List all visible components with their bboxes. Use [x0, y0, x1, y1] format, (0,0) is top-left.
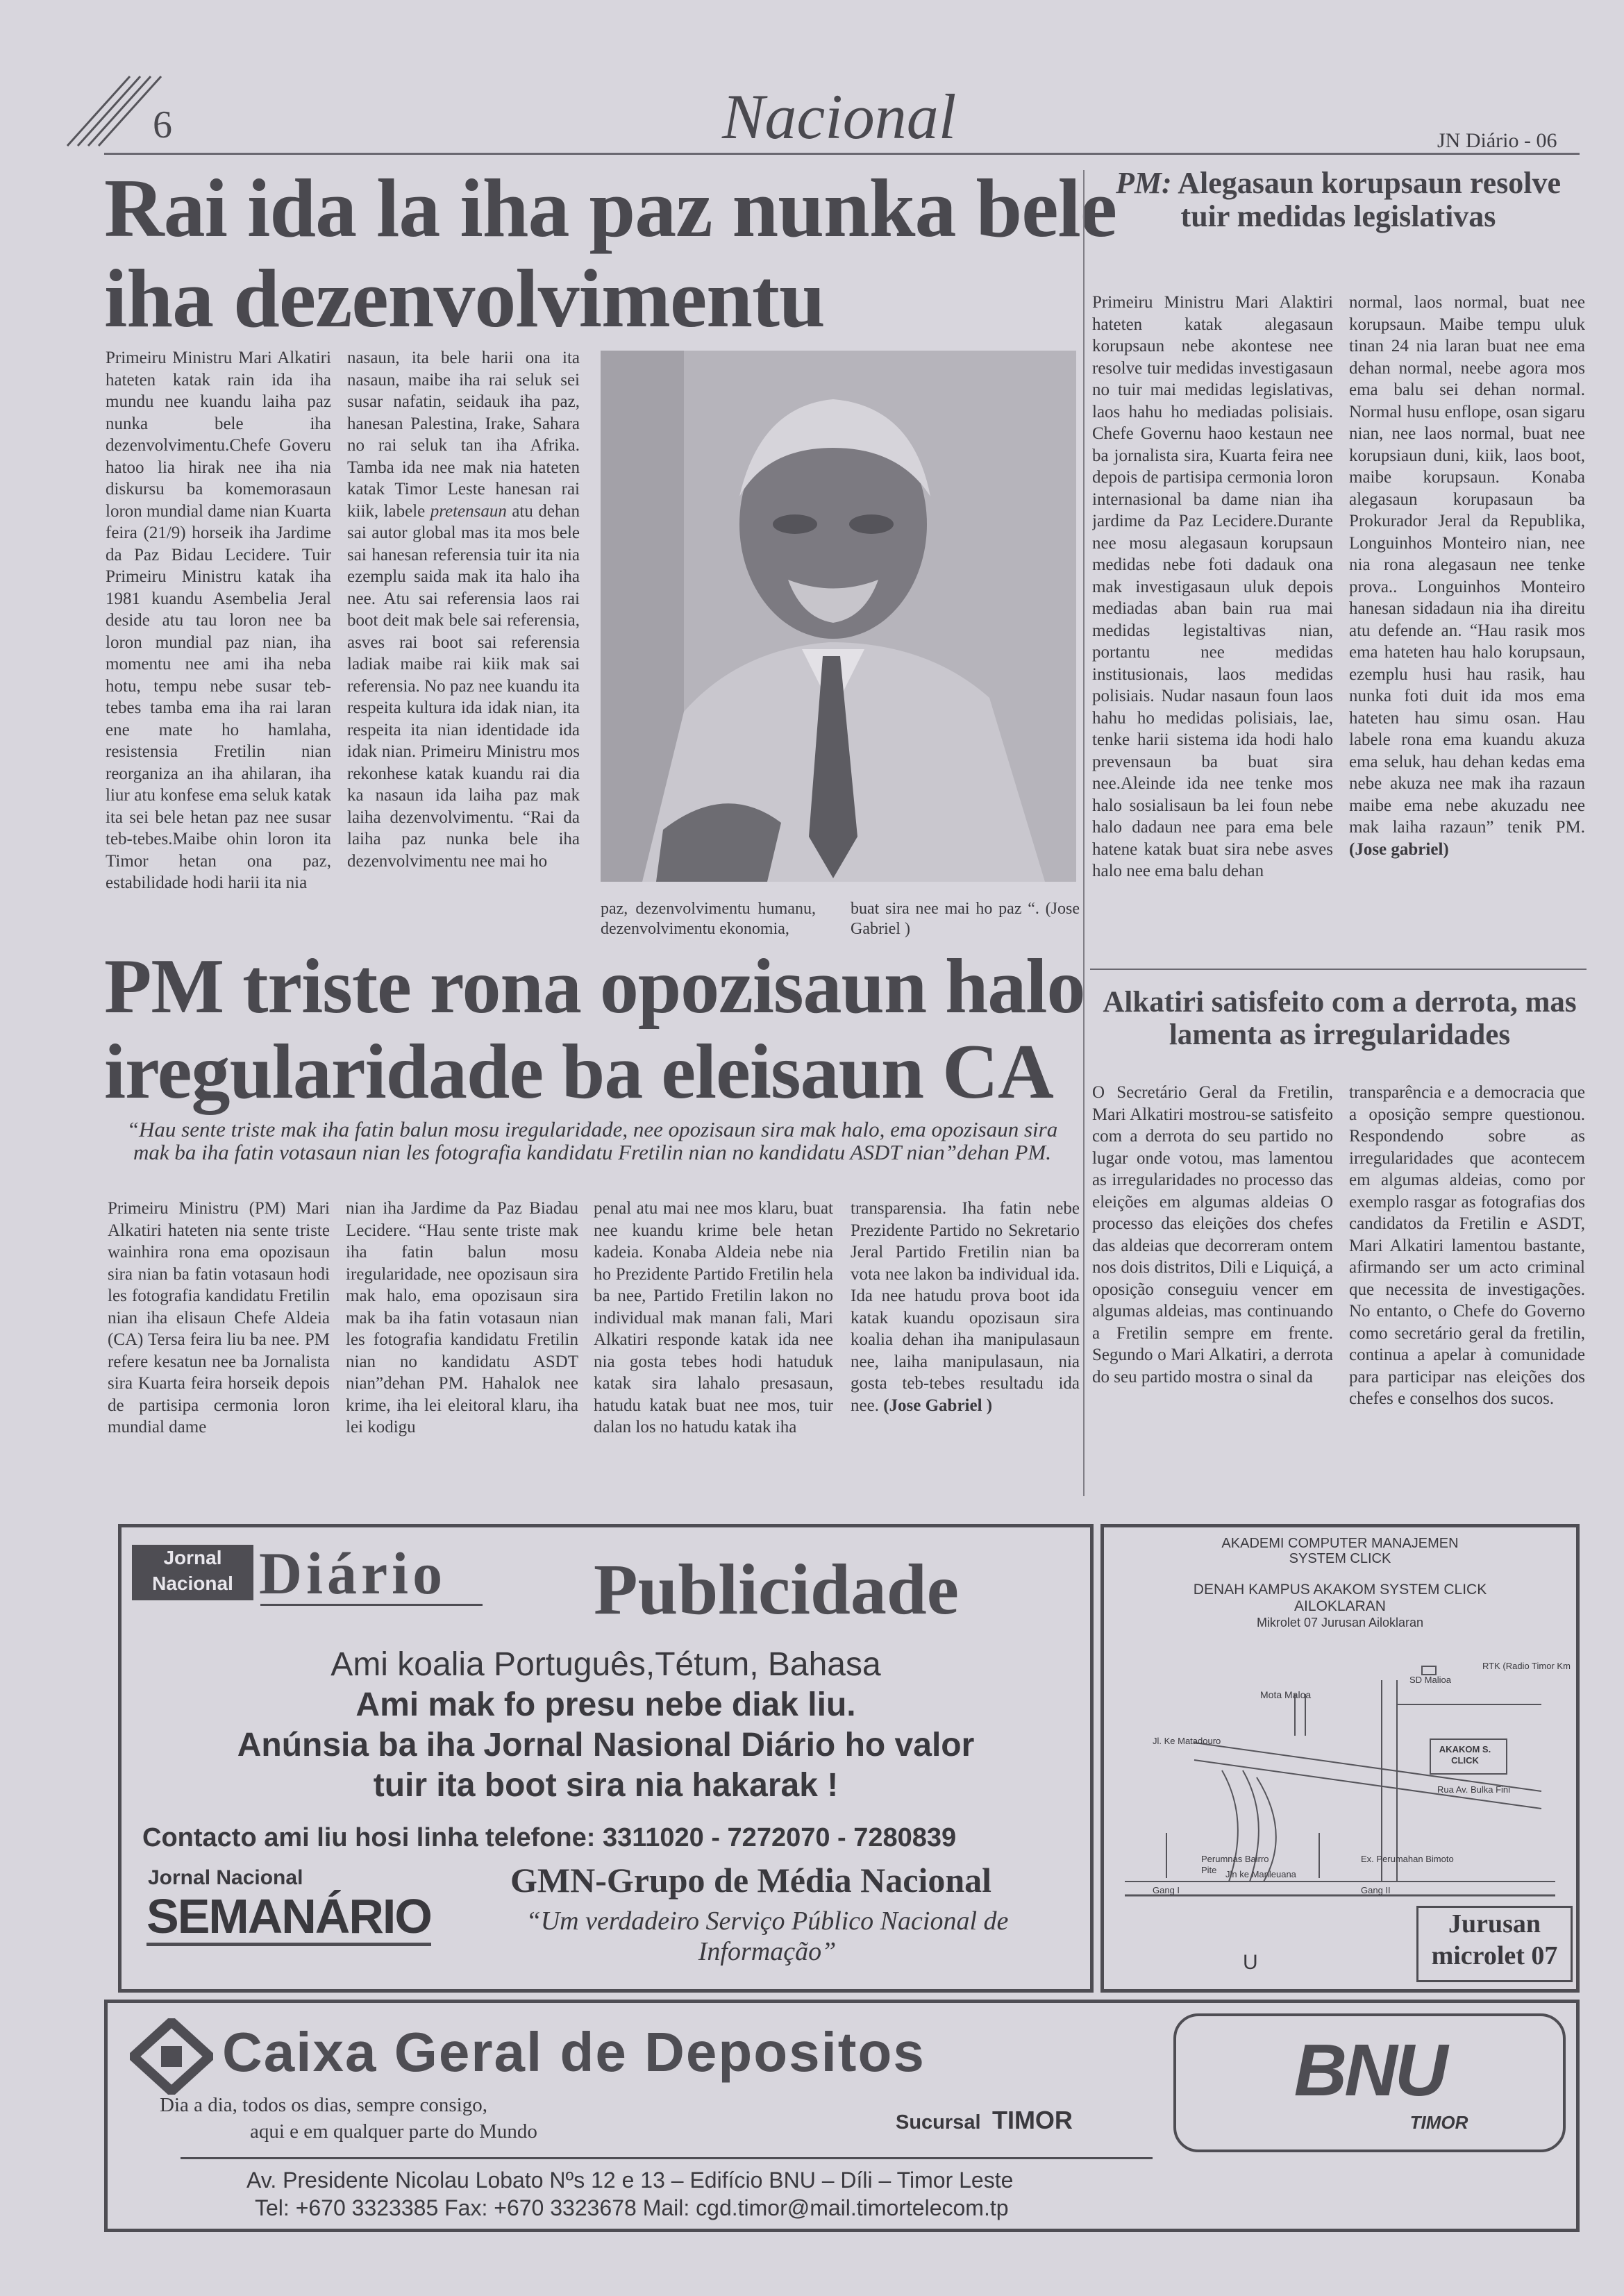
- map-north-label: U: [1243, 1951, 1258, 1974]
- article3-column-2: [1349, 292, 1585, 965]
- article1-photo: [601, 351, 1076, 882]
- article2-col4-body: transparensia. Iha fatin nebe Prezidente Partido no Sekretario Jeral Partido Fretilin nian ba vota nee lakon ba individual ida. Ida nee hatudu prova boot ida katak kuandu opozisaun sira koalia dehan iha manipulasaun nee, laiha manipulasaun, nia gosta teb-tebes resultadu ida nee.: [851, 1199, 1080, 1415]
- article3-column-1: [1092, 292, 1333, 965]
- issue-label: JN Diário - 06: [1437, 129, 1557, 152]
- article3-bottom-rule: [1090, 969, 1587, 970]
- article1-title-line1: Rai ida la iha paz nunka bele: [104, 162, 1117, 254]
- logo-underline: [260, 1604, 483, 1606]
- logo-bottom-text: Nacional: [152, 1573, 233, 1594]
- portrait-image: [601, 351, 1076, 882]
- sucursal-word: Sucursal: [896, 2111, 981, 2134]
- map-subtitle: Mikrolet 07 Jurusan Ailoklaran: [1256, 1616, 1424, 1629]
- map-label-jl-matadouro: Jl. Ke Matadouro: [1153, 1736, 1221, 1746]
- header-rule: [104, 153, 1580, 155]
- article2-col4-text: [851, 1198, 1080, 1416]
- bnu-logo-sub: TIMOR: [1409, 2112, 1468, 2133]
- article3-title-text: Alegasaun korupsaun resolve tuir medidas legislativas: [1171, 166, 1561, 234]
- article1-col1-text: Primeiru Ministru Mari Alkatiri hateten katak rain ida iha mundu nee kuandu laiha paz nunka bele iha dezenvolvimentu.Chefe Goveru hatoo lia hirak nee iha nia diskursu ba komemorasaun loron mundial dame nian Kuarta feira (21/9) horseik iha Jardime da Paz Bidau Lecidere. Tuir Primeiru Ministru katak iha 1981 kuandu Asembelia Jeral deside atu tau loron nee ba loron mundial paz nian, iha momentu nee ami iha neba hotu, tempu nebe susar teb-tebes tamba ema iha rai laran ene mate ho hamlaha, resistensia Fretilin nian reorganiza an iha ahilaran, iha liur atu konfese ema seluk katak ita sei bele hetan paz nee susar teb-tebes.Maibe ohin loron ita Timor hetan ona paz, estabilidade hodi harii ita nia: [106, 349, 331, 892]
- map-label-ex-perumahan: Ex. Perumahan Bimoto: [1361, 1854, 1454, 1864]
- column-divider-right: [1083, 170, 1085, 1496]
- jurusan-line-2: microlet 07: [1431, 1941, 1558, 1970]
- bank-name: Caixa Geral de Depositos: [222, 2021, 926, 2083]
- jurusan-box: [1416, 1906, 1573, 1982]
- campus-map: [1111, 1639, 1569, 1909]
- article2-title-line1: PM triste rona opozisaun halo: [104, 944, 1085, 1030]
- map-label-mota: Mota Maloa: [1260, 1689, 1312, 1700]
- article2-signature: (Jose Gabriel ): [883, 1396, 993, 1415]
- bank-contact: Tel: +670 3323385 Fax: +670 3323678 Mail: cgd.timor@mail.timortelecom.tp: [255, 2195, 1009, 2220]
- bank-address: Av. Presidente Nicolau Lobato Nºs 12 e 13 – Edifício BNU – Díli – Timor Leste: [246, 2168, 1014, 2193]
- article1-col2-part2: atu dehan sai autor global mas ita mos bele sai hanesan referensia tuir ita nia ezemplu saida mak ita halo iha nee. Atu sai referensia laos rai boot deit mak bele sai referensia, asves rai boot sai referensia ladiak maibe rai kiik mak sai referensia. No paz nee kuandu ita respeita kultura ida idak nian, ita respeita ita nian identidade ida idak nian. Primeiru Ministru mos rekonhese katak kuandu rai dia ka nasaun ida laiha paz mak laiha dezenvolvimentu. “Rai da laiha paz nunka bele iha dezenvolvimentu nee mai ho: [347, 501, 580, 871]
- article1-col2-emphasis: pretensaun: [430, 501, 507, 521]
- article2-column-4: [851, 1198, 1080, 1496]
- article1-col2-text: [347, 347, 580, 872]
- publicidade-heading: Publicidade: [594, 1550, 959, 1629]
- map-label-jln-manleuana: Jln ke Manleuana: [1225, 1869, 1296, 1879]
- article4-column-1: [1092, 1082, 1333, 1498]
- sucursal-timor: TIMOR: [991, 2106, 1073, 2134]
- map-label-perumnas: Perumnas Bairro Pite: [1201, 1854, 1269, 1875]
- map-label-rua: Rua Av. Bulka Fini: [1437, 1784, 1511, 1795]
- article2-title-line2: iregularidade ba eleisaun CA: [104, 1029, 1053, 1115]
- ad-bank: [104, 2000, 1580, 2232]
- sucursal-label: [896, 2106, 1073, 2135]
- ad-map: [1100, 1524, 1580, 1993]
- bank-tagline-2: aqui e em qualquer parte do Mundo: [250, 2120, 537, 2143]
- semanario-top: Jornal Nacional: [148, 1866, 303, 1889]
- article2-deck: “Hau sente triste mak iha fatin balun mosu iregularidade, nee opozisaun sira mak halo, ema opozisaun sira mak ba iha fatin votasaun nian les fotografia kandidatu Fretilin nian no kandidatu ASDT nian”dehan PM.: [126, 1117, 1058, 1164]
- article2-col2-text: nian iha Jardime da Paz Biadau Lecidere. “Hau sente triste mak iha fatin balun mosu iregularidade, nee opozisaun sira mak halo, ema opozisaun sira mak ba iha fatin votasaun nian les fotografia kandidatu Fretilin nian no kandidatu ASDT nian”dehan PM. Hahalok nee krime, iha lei eleitoral klaru, iha lei kodigu: [346, 1199, 578, 1436]
- article2-col3-text: penal atu mai nee mos klaru, buat nee kuandu krime bele hetan kadeia. Konaba Aldeia nebe nia ho Prezidente Partido Fretilin hela ba nee, Partido Fretilin lakon no individual mak manan fali, Mari Alkatiri responde katak ida nee nia gosta tebes hodi hatuduk katak sira lahalo presasaun, hatudu katak buat nee mos, tuir dalan los no hatudu katak iha: [594, 1199, 833, 1436]
- article3-title-prefix: PM:: [1116, 166, 1172, 200]
- map-label-sd: SD Malioa: [1409, 1675, 1451, 1685]
- page-number: 6: [153, 103, 172, 146]
- article4-col2-text: transparência e a democracia que a oposição sempre questionou. Respondendo sobre as irregularidades que acontecem em algumas aldeias, como por exemplo rasgar as fotografias dos candidatos da Fretilin e ASDT, Mari Alkatiri lamentou bastante, afirmando ser um acto criminal que necessita de investigações. No entanto, o Chefe do Governo como secretário geral da fretilin, continua a apelar à comunidade para participar nas eleições dos chefes e conselhos dos sucos.: [1349, 1083, 1585, 1408]
- map-label-akakom: AKAKOM S. CLICK: [1439, 1744, 1491, 1766]
- group-name: GMN-Grupo de Média Nacional: [510, 1861, 992, 1900]
- section-title: Nacional: [722, 81, 957, 152]
- ad-line-4: tuir ita boot sira nia hakarak !: [373, 1767, 839, 1804]
- article4-title: Alkatiri satisfeito com a derrota, mas lamenta as irregularidades: [1103, 986, 1577, 1052]
- article1-col2-part1: nasaun, ita bele harii ona ita nasaun, maibe iha rai seluk sei susar nafatin, seidauk iha paz, hanesan Palestina, Irake, Sahara no rai seluk tan iha Afrika. Tamba ida nee mak nia hateten katak Timor Leste hanesan rai kiik, labele: [347, 349, 580, 521]
- article1-column-2: [347, 347, 580, 941]
- article3-signature: (Jose gabriel): [1349, 839, 1449, 859]
- logo-top-text: Jornal: [163, 1547, 222, 1568]
- article2-column-1: [108, 1198, 330, 1496]
- bnu-logo-text: BNU: [1294, 2029, 1446, 2111]
- map-title-2: AILOKLARAN: [1294, 1598, 1386, 1614]
- ad-line-2: Ami mak fo presu nebe diak liu.: [355, 1686, 856, 1723]
- ad-publicidade: [118, 1524, 1094, 1993]
- article1-column-3: [601, 899, 816, 941]
- article1-column-4: [851, 899, 1080, 941]
- article3-col1-text: Primeiru Ministru Mari Alaktiri hateten katak alegasaun korupsaun nebe akontese nee resolve tuir medidas investigasaun no tuir mai medidas legislativas, laos hahu ho mediadas polisiais. Chefe Governu haoo kestaun nee ba jornalista sira, Kuarta feira nee depois de partisipa cermonia loron internasional ba dame nian iha jardime da Paz Lecidere.Durante nee mosu alegasaun korupsaun medidas nebe foti dadauk ona mak investigasaun uluk depois mediadas aban bain rua mai medidas legistaltivas nian, portantu nee medidas institusionais, laos medidas polisiais. Nudar nasaun foun laos hahu ho medidas polisiais, lae, tenke harii sistema ida hodi halo prevensaun ba buat sira nee.Aleinde ida nee tenke mos halo sosialisaun ba lei foun nebe halo dadaun nee para ema bele hatene katak buat sira nebe asves halo nee ema balu dehan: [1092, 293, 1333, 880]
- cgd-logo-icon: [130, 2018, 213, 2095]
- ad-line-1: Ami koalia Português,Tétum, Bahasa: [330, 1646, 881, 1683]
- map-title-1: DENAH KAMPUS AKAKOM SYSTEM CLICK: [1193, 1582, 1487, 1598]
- article4-column-2: [1349, 1082, 1585, 1498]
- article1-title-line2: iha dezenvolvimentu: [104, 252, 825, 344]
- map-label-gang2: Gang II: [1361, 1885, 1391, 1895]
- article4-col1-text: O Secretário Geral da Fretilin, Mari Alkatiri mostrou-se satisfeito com a derrota do seu partido no lugar onde votou, mas lamentou as irregularidades no processo das eleições em algumas aldeias O processo das eleições dos chefes das aldeias que decorreram ontem nos dois distritos, Dili e Liquiçá, a oposição conseguiu vencer em algumas aldeias, mas continuando a Fretilin sempre em frente. Segundo o Mari Alkatiri, a derrota do seu partido mostra o sinal da: [1092, 1083, 1333, 1386]
- bnu-logo-box: [1173, 2013, 1566, 2152]
- jurusan-line-1: Jurusan: [1448, 1909, 1541, 1938]
- article2-column-3: [594, 1198, 833, 1496]
- bank-divider: [181, 2157, 1153, 2159]
- map-header-2: SYSTEM CLICK: [1289, 1551, 1391, 1566]
- bank-tagline-1: Dia a dia, todos os dias, sempre consigo,: [160, 2094, 487, 2116]
- map-label-gang1: Gang I: [1153, 1885, 1180, 1895]
- group-slogan: “Um verdadeiro Serviço Público Nacional de Informação”: [526, 1907, 1009, 1966]
- ad-line-3: Anúnsia ba iha Jornal Nasional Diário ho valor: [237, 1727, 975, 1763]
- article3-col2-text: [1349, 292, 1585, 860]
- article1-col4-text: buat sira nee mai ho paz “. (Jose Gabriel ): [851, 900, 1080, 938]
- map-header-1: AKADEMI COMPUTER MANAJEMEN: [1221, 1536, 1459, 1551]
- ad-contact: Contacto ami liu hosi linha telefone: 3311020 - 7272070 - 7280839: [142, 1823, 957, 1852]
- article1-col3-text: paz, dezenvolvimentu humanu, dezenvolvimentu ekonomia,: [601, 900, 816, 938]
- article3-title: [1094, 167, 1583, 234]
- article3-col2-body: normal, laos normal, buat nee korupsaun. Maibe tempu uluk tinan 24 nia laran buat nee ema dehan normal, neebe agora mos ema balu sei dehan normal. Normal husu enflope, osan sigaru nian, nee laos normal, buat nee korupsiaun duni, kiik, laos boot, maibe korupsaun. Konaba alegasaun korupasaun ba Prokurador Jeral da Republika, Longuinhos Monteiro nian, nee nia rona alegasaun nee tenke prova.. Longuinhos Monteiro hanesan sidadaun nia iha direitu atu defende an. “Hau rasik mos ema hateten hau halo korupsaun, ezemplu husi hau rasik, hau nunka foti duit ida mos ema hateten hau simu osan. Hau labele rona ema kuandu akuza ema seluk, hau dehan kedas ema nebe akuza nee mak iha razaun maibe ema nebe akuzadu nee mak laiha razaun” tenik PM.: [1349, 293, 1585, 837]
- article1-column-1: [106, 347, 331, 941]
- jornal-nacional-logo: [132, 1545, 253, 1600]
- logo-diario-word: Diário: [259, 1540, 447, 1607]
- article2-col1-text: Primeiru Ministru (PM) Mari Alkatiri hateten nia sente triste wainhira rona ema opozisaun sira nian ba fatin votasaun hodi les fotografia kandidatu Fretilin nian iha elisaun Chefe Aldeia (CA) Tersa feira liu ba nee. PM refere kesatun nee ba Jornalista sira Kuarta feira horseik depois de partisipa cermonia loron mundial dame: [108, 1199, 330, 1436]
- article2-column-2: [346, 1198, 578, 1496]
- semanario-logo: SEMANÁRIO: [147, 1890, 431, 1946]
- map-label-rtk: RTK (Radio Timor Km: [1482, 1661, 1571, 1671]
